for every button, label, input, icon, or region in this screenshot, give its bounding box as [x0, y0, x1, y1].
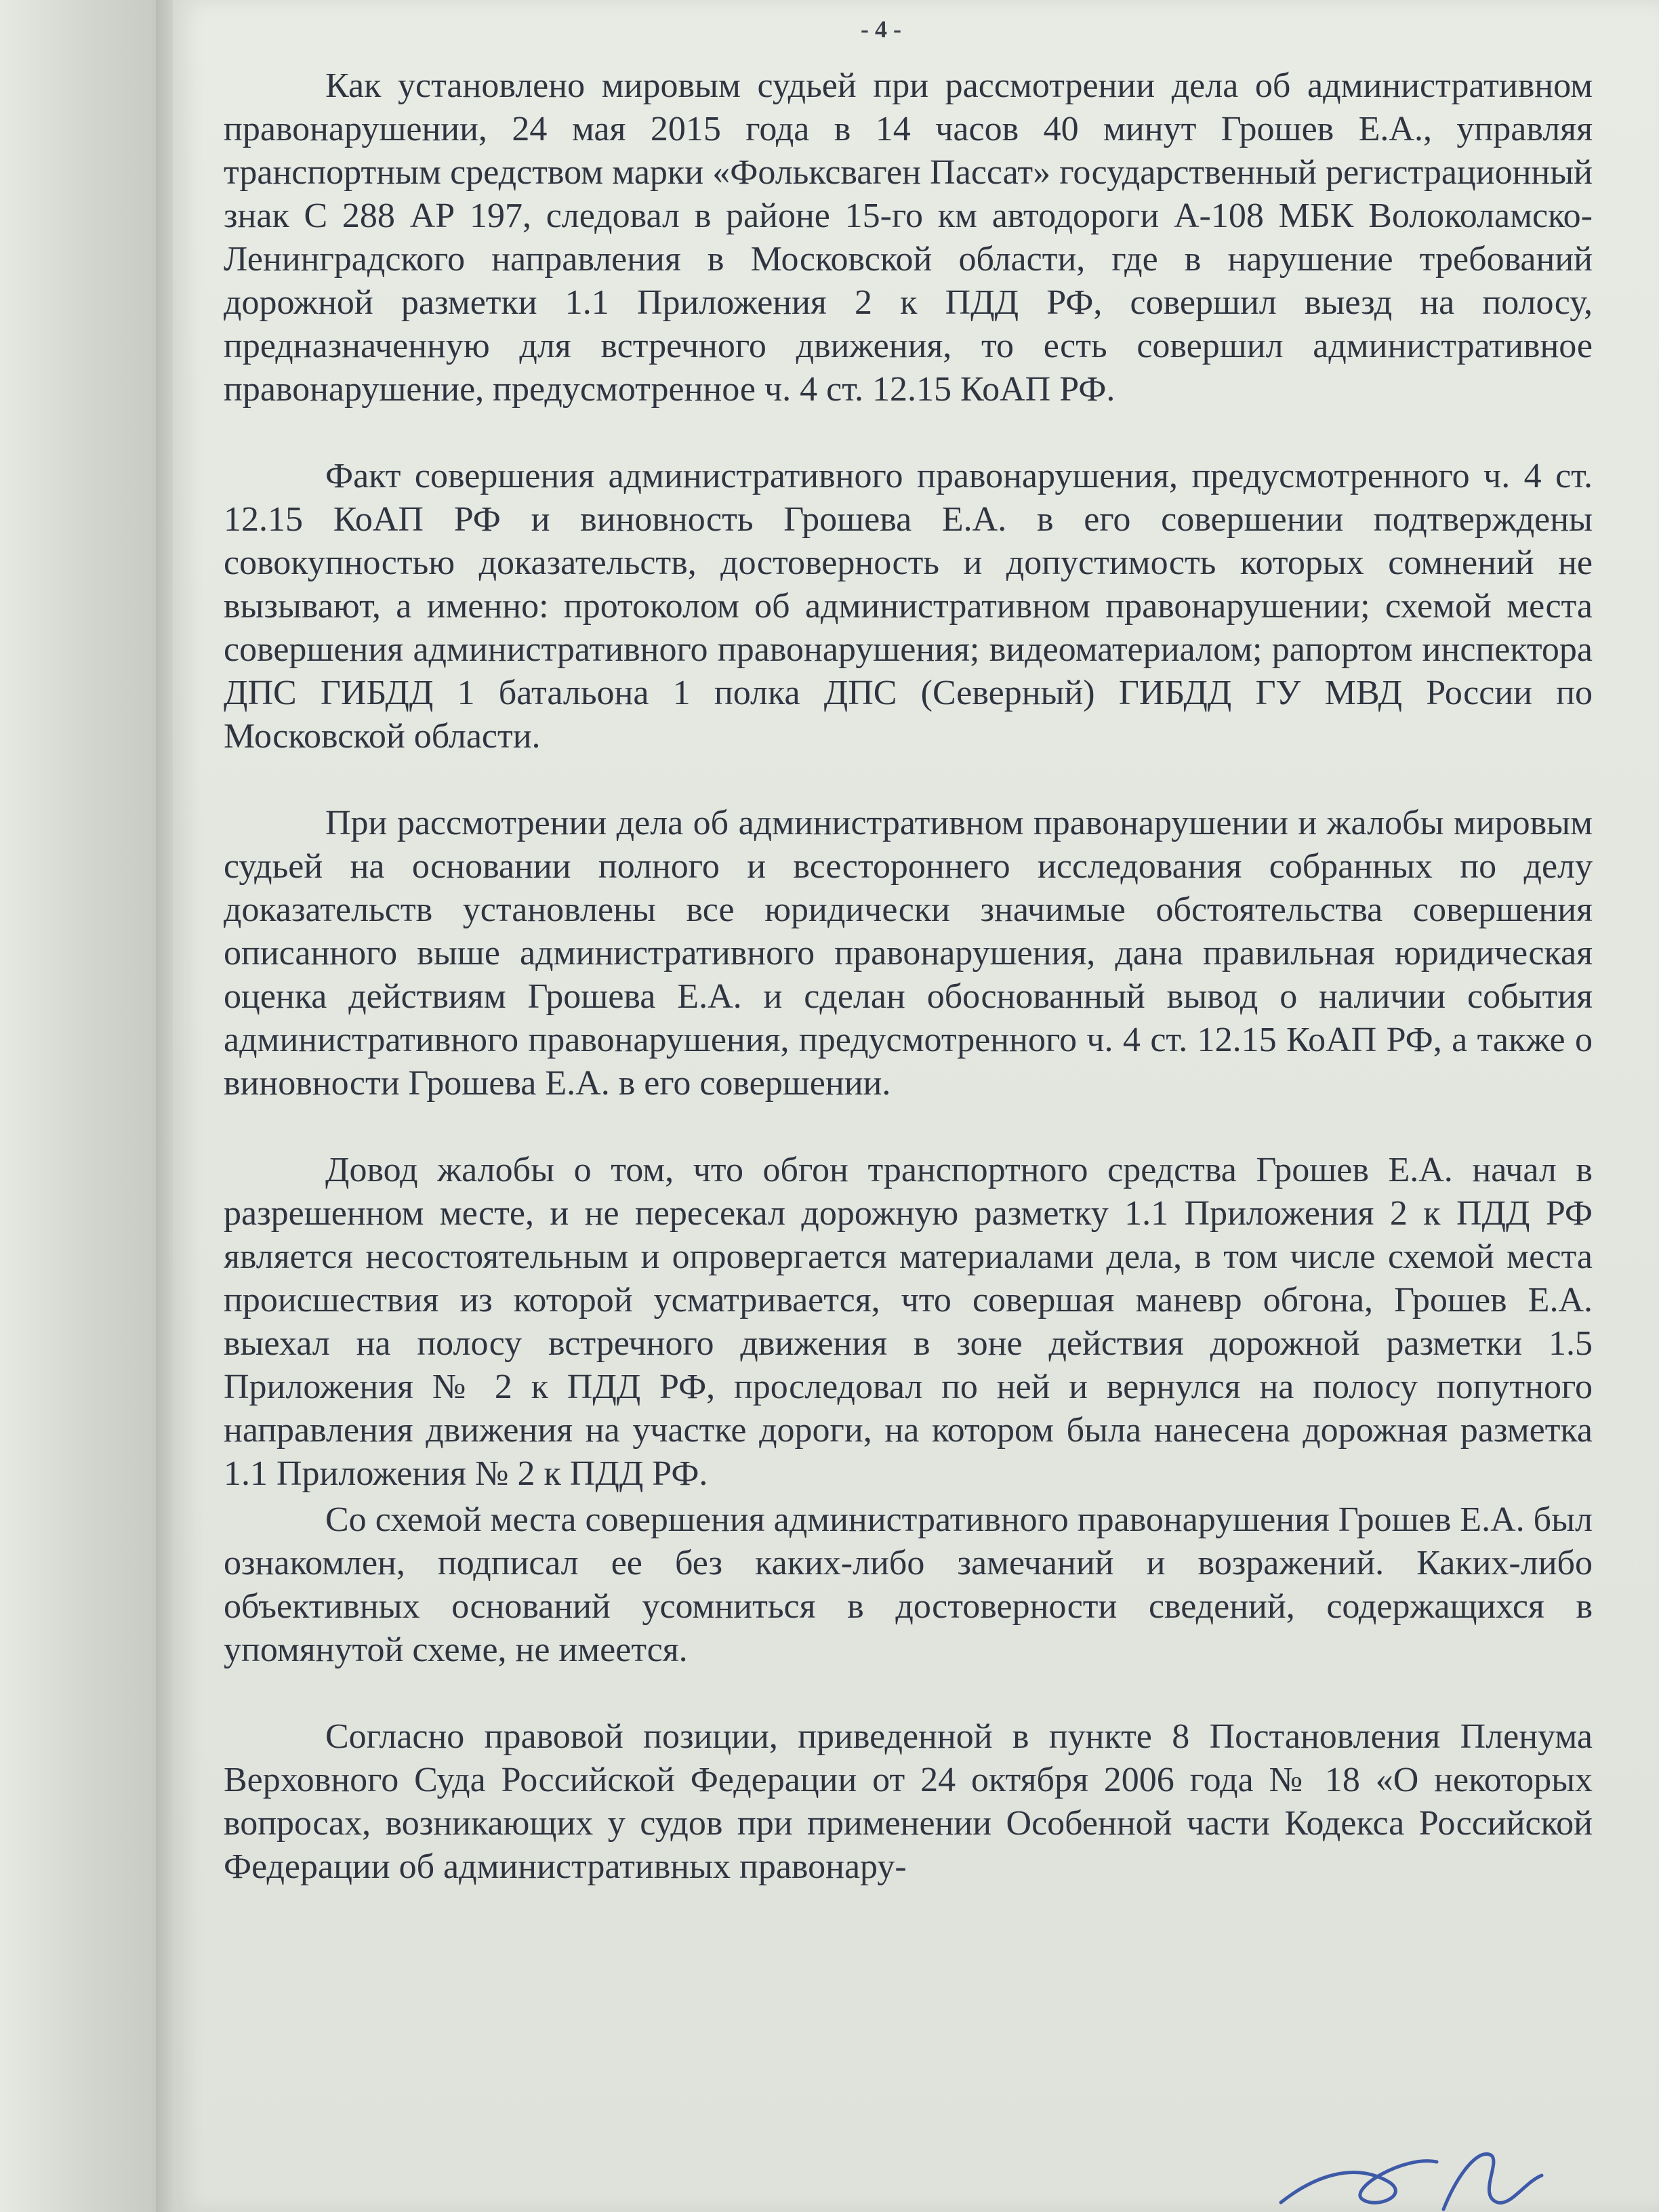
document-body	[224, 64, 1593, 1889]
page-number: - 4 -	[861, 16, 901, 43]
paragraph-2: Факт совершения административного правонарушения, предусмотренного ч. 4 ст. 12.15 КоАП РФ и виновность Грошева Е.А. в его совершении подтверждены совокупностью доказательств, достоверность и допустимость которых сомнений не вызывают, а именно: протоколом об административном правонарушении; схемой места совершения административного правонарушения; видеоматериалом; рапортом инспектора ДПС ГИБДД 1 батальона 1 полка ДПС (Северный) ГИБДД ГУ МВД России по Московской области.	[224, 457, 1593, 756]
paragraph-1: Как установлено мировым судьей при рассмотрении дела об административном правонарушении, 24 мая 2015 года в 14 часов 40 минут Грошев Е.А., управляя транспортным средством марки «Фольксваген Пассат» государственный регистрационный знак С 288 АР 197, следовал в районе 15-го км автодороги А-108 МБК Волоколамско-Ленинградского направления в Московской области, где в нарушение требований дорожной разметки 1.1 Приложения 2 к ПДД РФ, совершил выезд на полосу, предназначенную для встречного движения, то есть совершил административное правонарушение, предусмотренное ч. 4 ст. 12.15 КоАП РФ.	[224, 66, 1593, 409]
handwritten-signature	[1274, 2135, 1545, 2212]
signature-stroke-1	[1281, 2161, 1437, 2203]
paragraph-4: Довод жалобы о том, что обгон транспортного средства Грошев Е.А. начал в разрешенном месте, и не пересекал дорожную разметку 1.1 Приложения 2 к ПДД РФ является несостоятельным и опровергается материалами дела, в том числе схемой места происшествия из которой усматривается, что совершая маневр обгона, Грошев Е.А. выехал на полосу встречного движения в зоне действия дорожной разметки 1.5 Приложения № 2 к ПДД РФ, проследовал по ней и вернулся на полосу попутного направления движения на участке дороги, на котором была нанесена дорожная разметка 1.1 Приложения № 2 к ПДД РФ.	[224, 1151, 1593, 1493]
paragraph-3: При рассмотрении дела об административном правонарушении и жалобы мировым судьей на основании полного и всестороннего исследования собранных по делу доказательств установлены все юридически значимые обстоятельства совершения описанного выше административного правонарушения, дана правильная юридическая оценка действиям Грошева Е.А. и сделан обоснованный вывод о наличии события административного правонарушения, предусмотренного ч. 4 ст. 12.15 КоАП РФ, а также о виновности Грошева Е.А. в его совершении.	[224, 804, 1593, 1103]
signature-stroke-2	[1443, 2154, 1542, 2209]
paragraph-6: Согласно правовой позиции, приведенной в пункте 8 Постановления Пленума Верховного Суда Российской Федерации от 24 октября 2006 года № 18 «О некоторых вопросах, возникающих у судов при применении Особенной части Кодекса Российской Федерации об административных правонару-	[224, 1717, 1593, 1886]
paragraph-5: Со схемой места совершения административного правонарушения Грошев Е.А. был ознакомлен, подписал ее без каких-либо замечаний и возражений. Каких-либо объективных оснований усомниться в достоверности сведений, содержащихся в упомянутой схеме, не имеется.	[224, 1500, 1593, 1669]
